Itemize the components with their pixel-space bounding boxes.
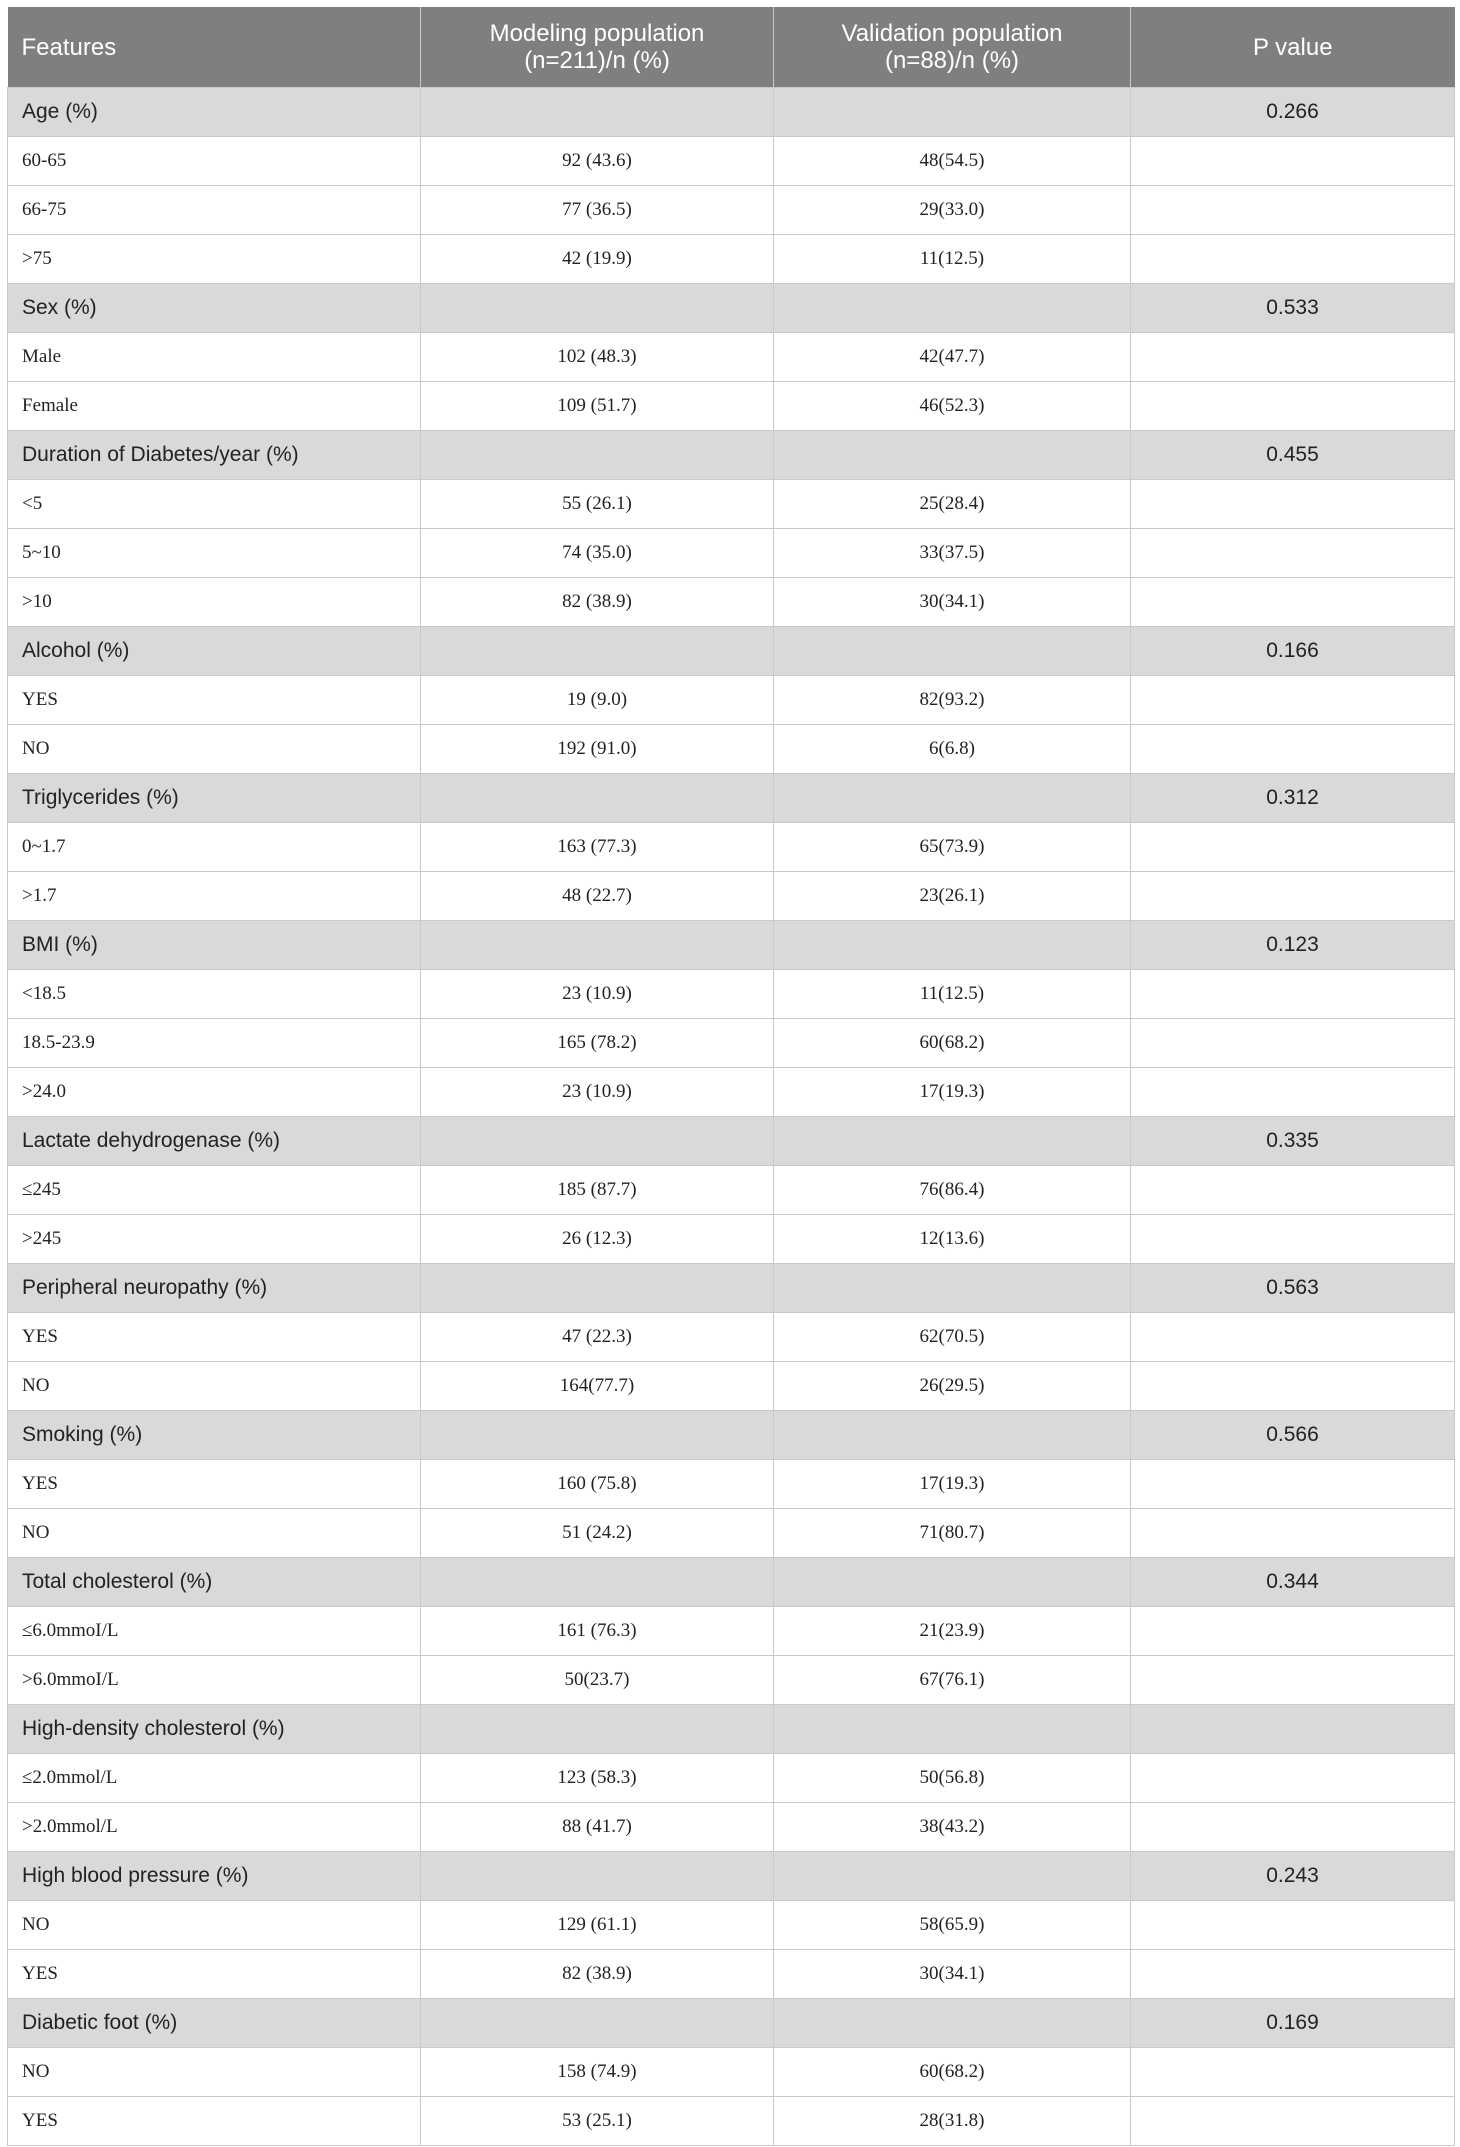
row-p-value-cell: [1131, 1754, 1455, 1803]
row-validation-value: 82(93.2): [774, 676, 1131, 725]
group-modeling-cell: [421, 1999, 774, 2048]
row-p-value-cell: [1131, 1019, 1455, 1068]
row-label: YES: [8, 1460, 421, 1509]
table-row: [8, 578, 1455, 627]
table-row: [8, 480, 1455, 529]
table-row: [8, 2048, 1455, 2097]
row-validation-value: 11(12.5): [774, 970, 1131, 1019]
row-label: <5: [8, 480, 421, 529]
row-label: 66-75: [8, 186, 421, 235]
row-p-value-cell: [1131, 823, 1455, 872]
group-modeling-cell: [421, 284, 774, 333]
group-modeling-cell: [421, 921, 774, 970]
group-p-value: 0.266: [1131, 88, 1455, 137]
group-validation-cell: [774, 1117, 1131, 1166]
table-row: [8, 137, 1455, 186]
row-modeling-value: 74 (35.0): [421, 529, 774, 578]
table-row: [8, 1068, 1455, 1117]
table-row: [8, 333, 1455, 382]
row-validation-value: 38(43.2): [774, 1803, 1131, 1852]
group-row: [8, 88, 1455, 137]
row-label: NO: [8, 1362, 421, 1411]
row-p-value-cell: [1131, 1509, 1455, 1558]
table-row: [8, 1754, 1455, 1803]
group-p-value: 0.533: [1131, 284, 1455, 333]
row-label: >1.7: [8, 872, 421, 921]
group-label: Sex (%): [8, 284, 421, 333]
row-label: >10: [8, 578, 421, 627]
row-modeling-value: 163 (77.3): [421, 823, 774, 872]
group-validation-cell: [774, 1411, 1131, 1460]
group-p-value: 0.344: [1131, 1558, 1455, 1607]
row-modeling-value: 102 (48.3): [421, 333, 774, 382]
row-validation-value: 71(80.7): [774, 1509, 1131, 1558]
row-modeling-value: 192 (91.0): [421, 725, 774, 774]
table-row: [8, 529, 1455, 578]
row-modeling-value: 82 (38.9): [421, 1950, 774, 1999]
row-p-value-cell: [1131, 1362, 1455, 1411]
row-label: ≤2.0mmol/L: [8, 1754, 421, 1803]
table-row: [8, 1607, 1455, 1656]
table-row: [8, 1215, 1455, 1264]
row-p-value-cell: [1131, 529, 1455, 578]
row-p-value-cell: [1131, 2097, 1455, 2146]
group-label: Lactate dehydrogenase (%): [8, 1117, 421, 1166]
row-label: Male: [8, 333, 421, 382]
group-modeling-cell: [421, 1558, 774, 1607]
row-modeling-value: 26 (12.3): [421, 1215, 774, 1264]
row-modeling-value: 23 (10.9): [421, 1068, 774, 1117]
group-p-value: 0.312: [1131, 774, 1455, 823]
group-validation-cell: [774, 1705, 1131, 1754]
row-validation-value: 76(86.4): [774, 1166, 1131, 1215]
group-validation-cell: [774, 1999, 1131, 2048]
row-label: 60-65: [8, 137, 421, 186]
table-row: [8, 1166, 1455, 1215]
row-modeling-value: 19 (9.0): [421, 676, 774, 725]
table-row: [8, 382, 1455, 431]
row-modeling-value: 109 (51.7): [421, 382, 774, 431]
group-row: [8, 1558, 1455, 1607]
row-p-value-cell: [1131, 1656, 1455, 1705]
group-label: High-density cholesterol (%): [8, 1705, 421, 1754]
row-modeling-value: 123 (58.3): [421, 1754, 774, 1803]
row-modeling-value: 129 (61.1): [421, 1901, 774, 1950]
row-validation-value: 23(26.1): [774, 872, 1131, 921]
row-p-value-cell: [1131, 235, 1455, 284]
row-label: NO: [8, 2048, 421, 2097]
row-p-value-cell: [1131, 480, 1455, 529]
row-p-value-cell: [1131, 725, 1455, 774]
group-validation-cell: [774, 284, 1131, 333]
group-label: Total cholesterol (%): [8, 1558, 421, 1607]
row-modeling-value: 55 (26.1): [421, 480, 774, 529]
table-row: [8, 1509, 1455, 1558]
row-validation-value: 65(73.9): [774, 823, 1131, 872]
row-label: ≤6.0mmoI/L: [8, 1607, 421, 1656]
row-label: NO: [8, 1509, 421, 1558]
group-validation-cell: [774, 1852, 1131, 1901]
table-row: [8, 186, 1455, 235]
row-label: >2.0mmol/L: [8, 1803, 421, 1852]
row-label: Female: [8, 382, 421, 431]
table-row: [8, 235, 1455, 284]
row-p-value-cell: [1131, 872, 1455, 921]
table-row: [8, 1656, 1455, 1705]
row-validation-value: 58(65.9): [774, 1901, 1131, 1950]
group-modeling-cell: [421, 627, 774, 676]
group-label: Duration of Diabetes/year (%): [8, 431, 421, 480]
group-row: [8, 1705, 1455, 1754]
table-row: [8, 872, 1455, 921]
row-validation-value: 62(70.5): [774, 1313, 1131, 1362]
row-modeling-value: 47 (22.3): [421, 1313, 774, 1362]
group-label: Triglycerides (%): [8, 774, 421, 823]
row-p-value-cell: [1131, 1460, 1455, 1509]
group-p-value: 0.563: [1131, 1264, 1455, 1313]
group-modeling-cell: [421, 1117, 774, 1166]
group-modeling-cell: [421, 1705, 774, 1754]
group-modeling-cell: [421, 1411, 774, 1460]
row-validation-value: 6(6.8): [774, 725, 1131, 774]
group-modeling-cell: [421, 1852, 774, 1901]
row-modeling-value: 23 (10.9): [421, 970, 774, 1019]
row-label: YES: [8, 1313, 421, 1362]
row-validation-value: 33(37.5): [774, 529, 1131, 578]
table-row: [8, 2097, 1455, 2146]
group-row: [8, 431, 1455, 480]
row-p-value-cell: [1131, 1313, 1455, 1362]
group-validation-cell: [774, 1558, 1131, 1607]
row-validation-value: 46(52.3): [774, 382, 1131, 431]
group-modeling-cell: [421, 774, 774, 823]
header-p-value: P value: [1131, 7, 1455, 88]
row-label: NO: [8, 725, 421, 774]
header-features: Features: [8, 7, 421, 88]
row-label: 18.5-23.9: [8, 1019, 421, 1068]
row-p-value-cell: [1131, 1950, 1455, 1999]
row-validation-value: 60(68.2): [774, 1019, 1131, 1068]
group-row: [8, 1117, 1455, 1166]
header-validation-line2: (n=88)/n (%): [884, 47, 1020, 74]
row-modeling-value: 77 (36.5): [421, 186, 774, 235]
row-label: >6.0mmoI/L: [8, 1656, 421, 1705]
group-p-value: 0.455: [1131, 431, 1455, 480]
header-validation: [774, 7, 1131, 88]
row-p-value-cell: [1131, 2048, 1455, 2097]
row-label: YES: [8, 676, 421, 725]
row-p-value-cell: [1131, 382, 1455, 431]
table-row: [8, 970, 1455, 1019]
row-validation-value: 30(34.1): [774, 1950, 1131, 1999]
row-modeling-value: 88 (41.7): [421, 1803, 774, 1852]
table-container: [7, 7, 1454, 2146]
row-validation-value: 48(54.5): [774, 137, 1131, 186]
row-label: >24.0: [8, 1068, 421, 1117]
row-p-value-cell: [1131, 970, 1455, 1019]
header-modeling-line1: Modeling population: [489, 20, 705, 47]
group-p-value: 0.243: [1131, 1852, 1455, 1901]
group-p-value: 0.169: [1131, 1999, 1455, 2048]
row-p-value-cell: [1131, 676, 1455, 725]
row-label: YES: [8, 2097, 421, 2146]
row-modeling-value: 164(77.7): [421, 1362, 774, 1411]
table-row: [8, 1362, 1455, 1411]
group-p-value: 0.123: [1131, 921, 1455, 970]
row-label: ≤245: [8, 1166, 421, 1215]
row-validation-value: 50(56.8): [774, 1754, 1131, 1803]
row-label: 0~1.7: [8, 823, 421, 872]
row-validation-value: 25(28.4): [774, 480, 1131, 529]
row-p-value-cell: [1131, 333, 1455, 382]
group-validation-cell: [774, 1264, 1131, 1313]
group-row: [8, 774, 1455, 823]
table-row: [8, 725, 1455, 774]
group-p-value: 0.166: [1131, 627, 1455, 676]
group-row: [8, 921, 1455, 970]
header-modeling: [421, 7, 774, 88]
group-label: BMI (%): [8, 921, 421, 970]
row-modeling-value: 185 (87.7): [421, 1166, 774, 1215]
row-label: YES: [8, 1950, 421, 1999]
row-label: <18.5: [8, 970, 421, 1019]
row-validation-value: 26(29.5): [774, 1362, 1131, 1411]
row-modeling-value: 82 (38.9): [421, 578, 774, 627]
row-modeling-value: 165 (78.2): [421, 1019, 774, 1068]
group-validation-cell: [774, 88, 1131, 137]
group-modeling-cell: [421, 88, 774, 137]
row-modeling-value: 51 (24.2): [421, 1509, 774, 1558]
group-validation-cell: [774, 431, 1131, 480]
table-row: [8, 1019, 1455, 1068]
table-row: [8, 1950, 1455, 1999]
table-row: [8, 676, 1455, 725]
row-modeling-value: 160 (75.8): [421, 1460, 774, 1509]
row-modeling-value: 48 (22.7): [421, 872, 774, 921]
row-validation-value: 21(23.9): [774, 1607, 1131, 1656]
row-label: NO: [8, 1901, 421, 1950]
table-body: [8, 88, 1455, 2146]
group-label: Smoking (%): [8, 1411, 421, 1460]
table-header: [8, 7, 1455, 88]
row-label: >75: [8, 235, 421, 284]
table-row: [8, 823, 1455, 872]
group-label: High blood pressure (%): [8, 1852, 421, 1901]
row-validation-value: 67(76.1): [774, 1656, 1131, 1705]
group-label: Age (%): [8, 88, 421, 137]
group-row: [8, 284, 1455, 333]
group-row: [8, 1264, 1455, 1313]
group-label: Alcohol (%): [8, 627, 421, 676]
row-validation-value: 12(13.6): [774, 1215, 1131, 1264]
row-modeling-value: 92 (43.6): [421, 137, 774, 186]
row-modeling-value: 158 (74.9): [421, 2048, 774, 2097]
group-row: [8, 1999, 1455, 2048]
row-modeling-value: 50(23.7): [421, 1656, 774, 1705]
row-validation-value: 11(12.5): [774, 235, 1131, 284]
table-row: [8, 1901, 1455, 1950]
row-p-value-cell: [1131, 578, 1455, 627]
header-validation-line1: Validation population: [841, 20, 1063, 47]
row-validation-value: 17(19.3): [774, 1068, 1131, 1117]
row-modeling-value: 53 (25.1): [421, 2097, 774, 2146]
row-label: 5~10: [8, 529, 421, 578]
group-modeling-cell: [421, 1264, 774, 1313]
group-modeling-cell: [421, 431, 774, 480]
characteristics-table: [7, 7, 1455, 2146]
row-modeling-value: 161 (76.3): [421, 1607, 774, 1656]
row-p-value-cell: [1131, 1068, 1455, 1117]
row-p-value-cell: [1131, 1607, 1455, 1656]
group-row: [8, 1411, 1455, 1460]
row-p-value-cell: [1131, 1901, 1455, 1950]
row-validation-value: 28(31.8): [774, 2097, 1131, 2146]
group-validation-cell: [774, 921, 1131, 970]
group-validation-cell: [774, 774, 1131, 823]
table-row: [8, 1803, 1455, 1852]
header-modeling-line2: (n=211)/n (%): [524, 47, 670, 74]
row-p-value-cell: [1131, 1215, 1455, 1264]
row-validation-value: 17(19.3): [774, 1460, 1131, 1509]
group-label: Diabetic foot (%): [8, 1999, 421, 2048]
row-p-value-cell: [1131, 186, 1455, 235]
group-label: Peripheral neuropathy (%): [8, 1264, 421, 1313]
row-modeling-value: 42 (19.9): [421, 235, 774, 284]
group-p-value: 0.335: [1131, 1117, 1455, 1166]
row-validation-value: 29(33.0): [774, 186, 1131, 235]
group-p-value: 0.566: [1131, 1411, 1455, 1460]
row-validation-value: 60(68.2): [774, 2048, 1131, 2097]
table-row: [8, 1313, 1455, 1362]
table-row: [8, 1460, 1455, 1509]
row-label: >245: [8, 1215, 421, 1264]
row-validation-value: 42(47.7): [774, 333, 1131, 382]
row-p-value-cell: [1131, 1166, 1455, 1215]
row-p-value-cell: [1131, 137, 1455, 186]
row-validation-value: 30(34.1): [774, 578, 1131, 627]
group-p-value: [1131, 1705, 1455, 1754]
group-row: [8, 1852, 1455, 1901]
group-validation-cell: [774, 627, 1131, 676]
group-row: [8, 627, 1455, 676]
row-p-value-cell: [1131, 1803, 1455, 1852]
